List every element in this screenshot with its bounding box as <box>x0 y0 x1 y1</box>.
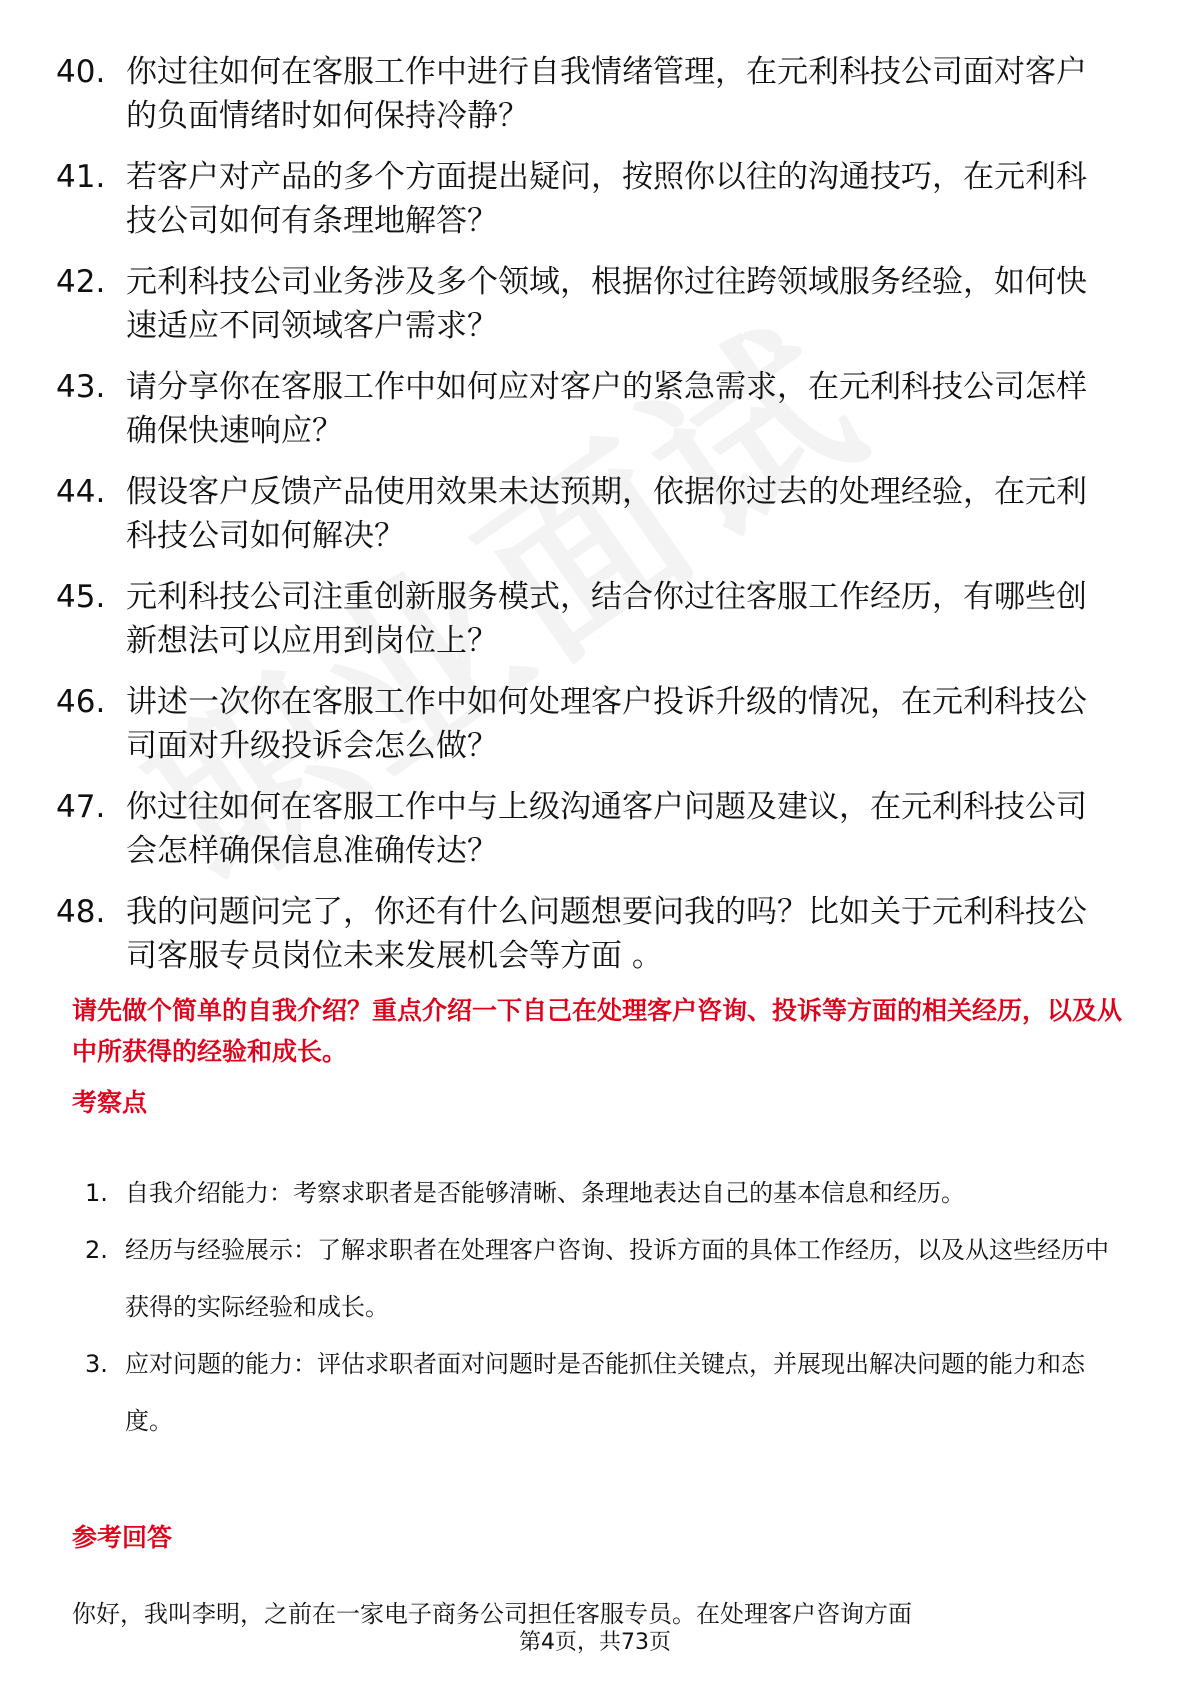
list-item <box>56 890 1116 978</box>
list-item <box>56 470 1116 558</box>
list-item <box>85 1336 1125 1450</box>
list-item <box>56 365 1116 453</box>
list-item <box>56 680 1116 768</box>
question-number: 43. <box>56 369 106 405</box>
question-text: 我的问题问完了，你还有什么问题想要问我的吗？比如关于元利科技公司客服专员岗位未来发展机会等方面 。 <box>126 894 1087 974</box>
question-number: 42. <box>56 264 106 300</box>
question-number: 47. <box>56 789 106 825</box>
question-number: 40. <box>56 54 106 90</box>
question-number: 48. <box>56 894 106 930</box>
question-text: 请分享你在客服工作中如何应对客户的紧急需求，在元利科技公司怎样确保快速响应？ <box>126 369 1087 449</box>
question-text: 假设客户反馈产品使用效果未达预期，依据你过去的处理经验，在元利科技公司如何解决？ <box>126 474 1087 554</box>
list-item <box>56 260 1116 348</box>
question-text: 元利科技公司业务涉及多个领域，根据你过往跨领域服务经验，如何快速适应不同领域客户需求？ <box>126 264 1087 344</box>
answer-heading: 参考回答 <box>72 1523 173 1552</box>
point-text: 经历与经验展示：了解求职者在处理客户咨询、投诉方面的具体工作经历，以及从这些经历中获得的实际经验和成长。 <box>125 1236 1109 1321</box>
point-text: 应对问题的能力：评估求职者面对问题时是否能抓住关键点，并展现出解决问题的能力和态度。 <box>125 1350 1085 1435</box>
list-item <box>56 50 1116 138</box>
list-item <box>56 785 1116 873</box>
featured-question: 请先做个简单的自我介绍？重点介绍一下自己在处理客户咨询、投诉等方面的相关经历，以及从中所获得的经验和成长。 <box>72 996 1123 1066</box>
page-footer: 第4页，共73页 <box>0 1628 1190 1658</box>
point-number: 1. <box>85 1179 108 1207</box>
question-number: 45. <box>56 579 106 615</box>
question-text: 若客户对产品的多个方面提出疑问，按照你以往的沟通技巧，在元利科技公司如何有条理地解答？ <box>126 159 1087 239</box>
question-text: 你过往如何在客服工作中与上级沟通客户问题及建议，在元利科技公司会怎样确保信息准确传达？ <box>126 789 1087 869</box>
list-item <box>56 575 1116 663</box>
question-text: 讲述一次你在客服工作中如何处理客户投诉升级的情况，在元利科技公司面对升级投诉会怎么做？ <box>126 684 1087 764</box>
answer-text: 你好，我叫李明，之前在一家电子商务公司担任客服专员。在处理客户咨询方面 <box>72 1600 912 1628</box>
points-list <box>85 1165 1125 1450</box>
list-item <box>56 155 1116 243</box>
question-list <box>56 50 1116 995</box>
list-item <box>85 1222 1125 1336</box>
question-number: 44. <box>56 474 106 510</box>
question-text: 你过往如何在客服工作中进行自我情绪管理，在元利科技公司面对客户的负面情绪时如何保持冷静？ <box>126 54 1087 134</box>
point-number: 2. <box>85 1236 108 1264</box>
point-text: 自我介绍能力：考察求职者是否能够清晰、条理地表达自己的基本信息和经历。 <box>125 1179 965 1207</box>
points-heading: 考察点 <box>72 1088 148 1117</box>
question-number: 46. <box>56 684 106 720</box>
question-text: 元利科技公司注重创新服务模式，结合你过往客服工作经历，有哪些创新想法可以应用到岗位上？ <box>126 579 1087 659</box>
question-number: 41. <box>56 159 106 195</box>
point-number: 3. <box>85 1350 108 1378</box>
list-item <box>85 1165 1125 1222</box>
